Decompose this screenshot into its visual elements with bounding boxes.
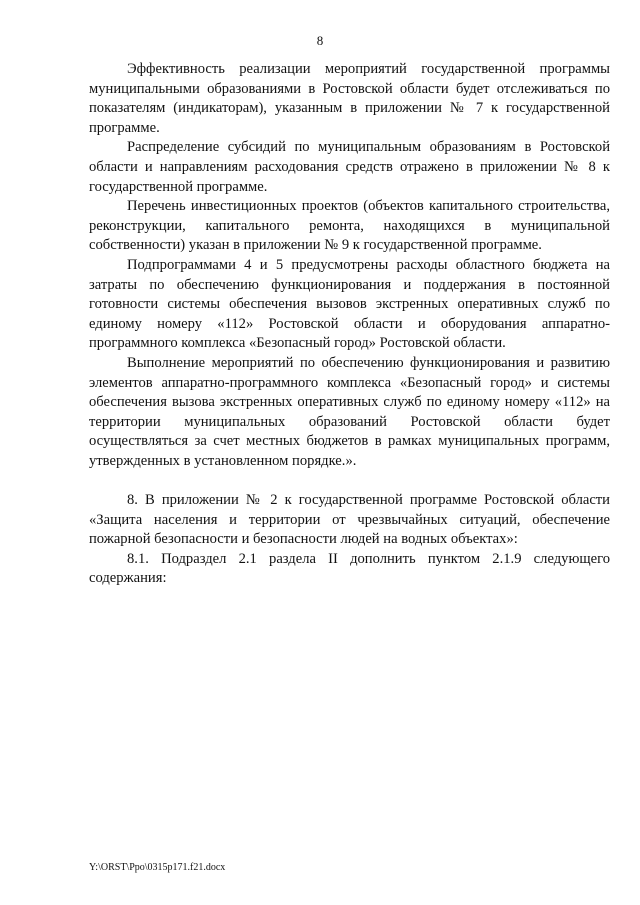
paragraph-investment-projects: Перечень инвестиционных проектов (объектов капитального строительства, реконструкции, капитального ремонта, находящихся в муниципальной собственности) указан в приложении № 9 к государственной программе. <box>89 198 610 254</box>
paragraph-item-8: 8. В приложении № 2 к государственной программе Ростовской области «Защита населения и территории от чрезвычайных ситуаций, обеспечение пожарной безопасности и безопасности людей на водных объектах»: <box>89 492 610 548</box>
document-body <box>89 60 610 589</box>
paragraph-item-8-1: 8.1. Подраздел 2.1 раздела II дополнить пунктом 2.1.9 следующего содержания: <box>89 550 610 587</box>
page-number: 8 <box>316 33 324 48</box>
file-path-footer: Y:\ORST\Ppo\0315p171.f21.docx <box>89 862 226 873</box>
paragraph-subprograms: Подпрограммами 4 и 5 предусмотрены расходы областного бюджета на затраты по обеспечению функционирования и поддержания в постоянной готовности системы обеспечения вызовов экстренных оперативных служб по единому номеру «112» Ростовской области и оборудования аппаратно-программного комплекса «Безопасный город» Ростовской области. <box>89 256 610 352</box>
paragraph-efficiency: Эффективность реализации мероприятий государственной программы муниципальными образованиями в Ростовской области будет отслеживаться по показателям (индикаторам), указанным в приложении № 7 к государственной программе. <box>89 61 610 136</box>
paragraph-subsidies: Распределение субсидий по муниципальным образованиям в Ростовской области и направлениям расходования средств отражено в приложении № 8 к государственной программе. <box>89 139 610 195</box>
paragraph-implementation: Выполнение мероприятий по обеспечению функционирования и развитию элементов аппаратно-программного комплекса «Безопасный город» и системы обеспечения вызова экстренных оперативных служб по единому номеру «112» на территории муниципальных образований Ростовской области будет осуществляться за счет местных бюджетов в рамках муниципальных программ, утвержденных в установленном порядке.». <box>89 354 610 469</box>
